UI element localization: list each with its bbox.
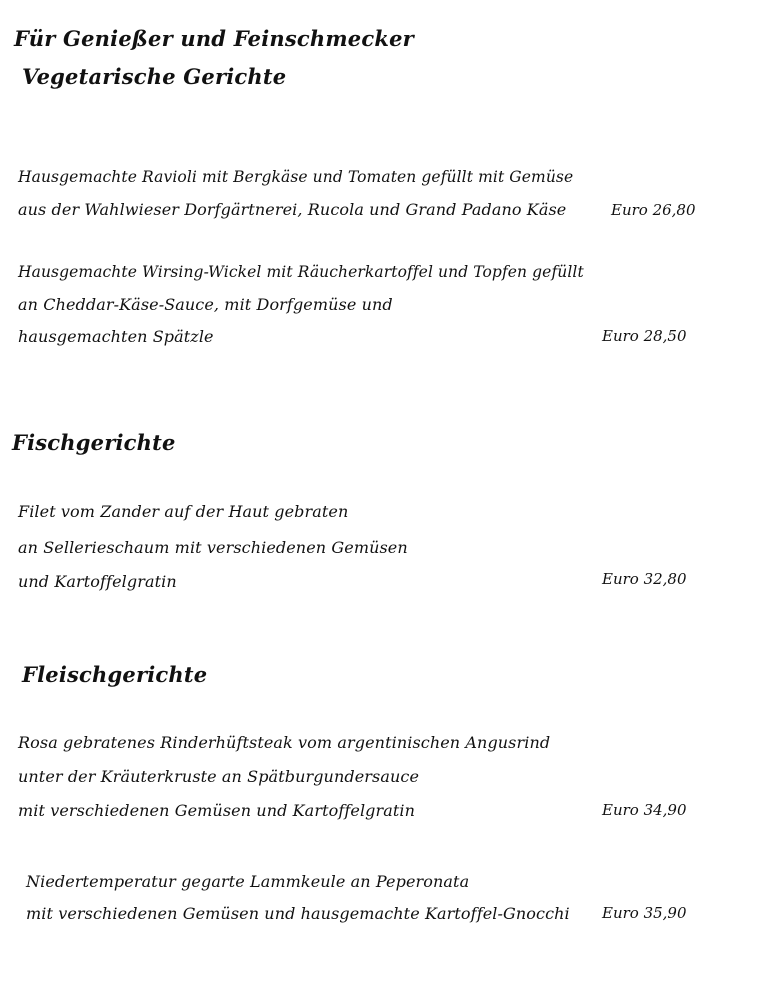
dish-line: Rosa gebratenes Rinderhüftsteak vom argentinischen Angusrind	[18, 733, 551, 752]
dish-line: Hausgemachte Ravioli mit Bergkäse und Tomaten gefüllt mit Gemüse	[18, 168, 574, 186]
dish-price: Euro 34,90	[602, 801, 687, 819]
dish-line: und Kartoffelgratin	[18, 572, 177, 591]
dish-price: Euro 32,80	[602, 570, 687, 588]
dish-line: an Sellerieschaum mit verschiedenen Gemüsen	[18, 538, 408, 557]
section-heading-vegetarian: Vegetarische Gerichte	[22, 64, 287, 89]
dish-line: unter der Kräuterkruste an Spätburgundersauce	[18, 767, 420, 786]
dish-line: an Cheddar-Käse-Sauce, mit Dorfgemüse und	[18, 295, 393, 314]
section-heading-meat: Fleischgerichte	[22, 662, 208, 687]
dish-line: mit verschiedenen Gemüsen und hausgemachte Kartoffel-Gnocchi	[26, 904, 570, 923]
dish-price: Euro 35,90	[602, 904, 687, 922]
dish-price: Euro 26,80	[611, 201, 696, 219]
dish-line: aus der Wahlwieser Dorfgärtnerei, Rucola und Grand Padano Käse	[18, 200, 567, 219]
dish-price: Euro 28,50	[602, 327, 687, 345]
dish-line: Filet vom Zander auf der Haut gebraten	[18, 502, 349, 521]
menu-title: Für Genießer und Feinschmecker	[14, 26, 414, 51]
dish-line: Niedertemperatur gegarte Lammkeule an Peperonata	[26, 872, 470, 891]
dish-line: hausgemachten Spätzle	[18, 327, 214, 346]
section-heading-fish: Fischgerichte	[12, 430, 176, 455]
dish-line: Hausgemachte Wirsing-Wickel mit Räucherkartoffel und Topfen gefüllt	[18, 263, 584, 281]
dish-line: mit verschiedenen Gemüsen und Kartoffelgratin	[18, 801, 416, 820]
